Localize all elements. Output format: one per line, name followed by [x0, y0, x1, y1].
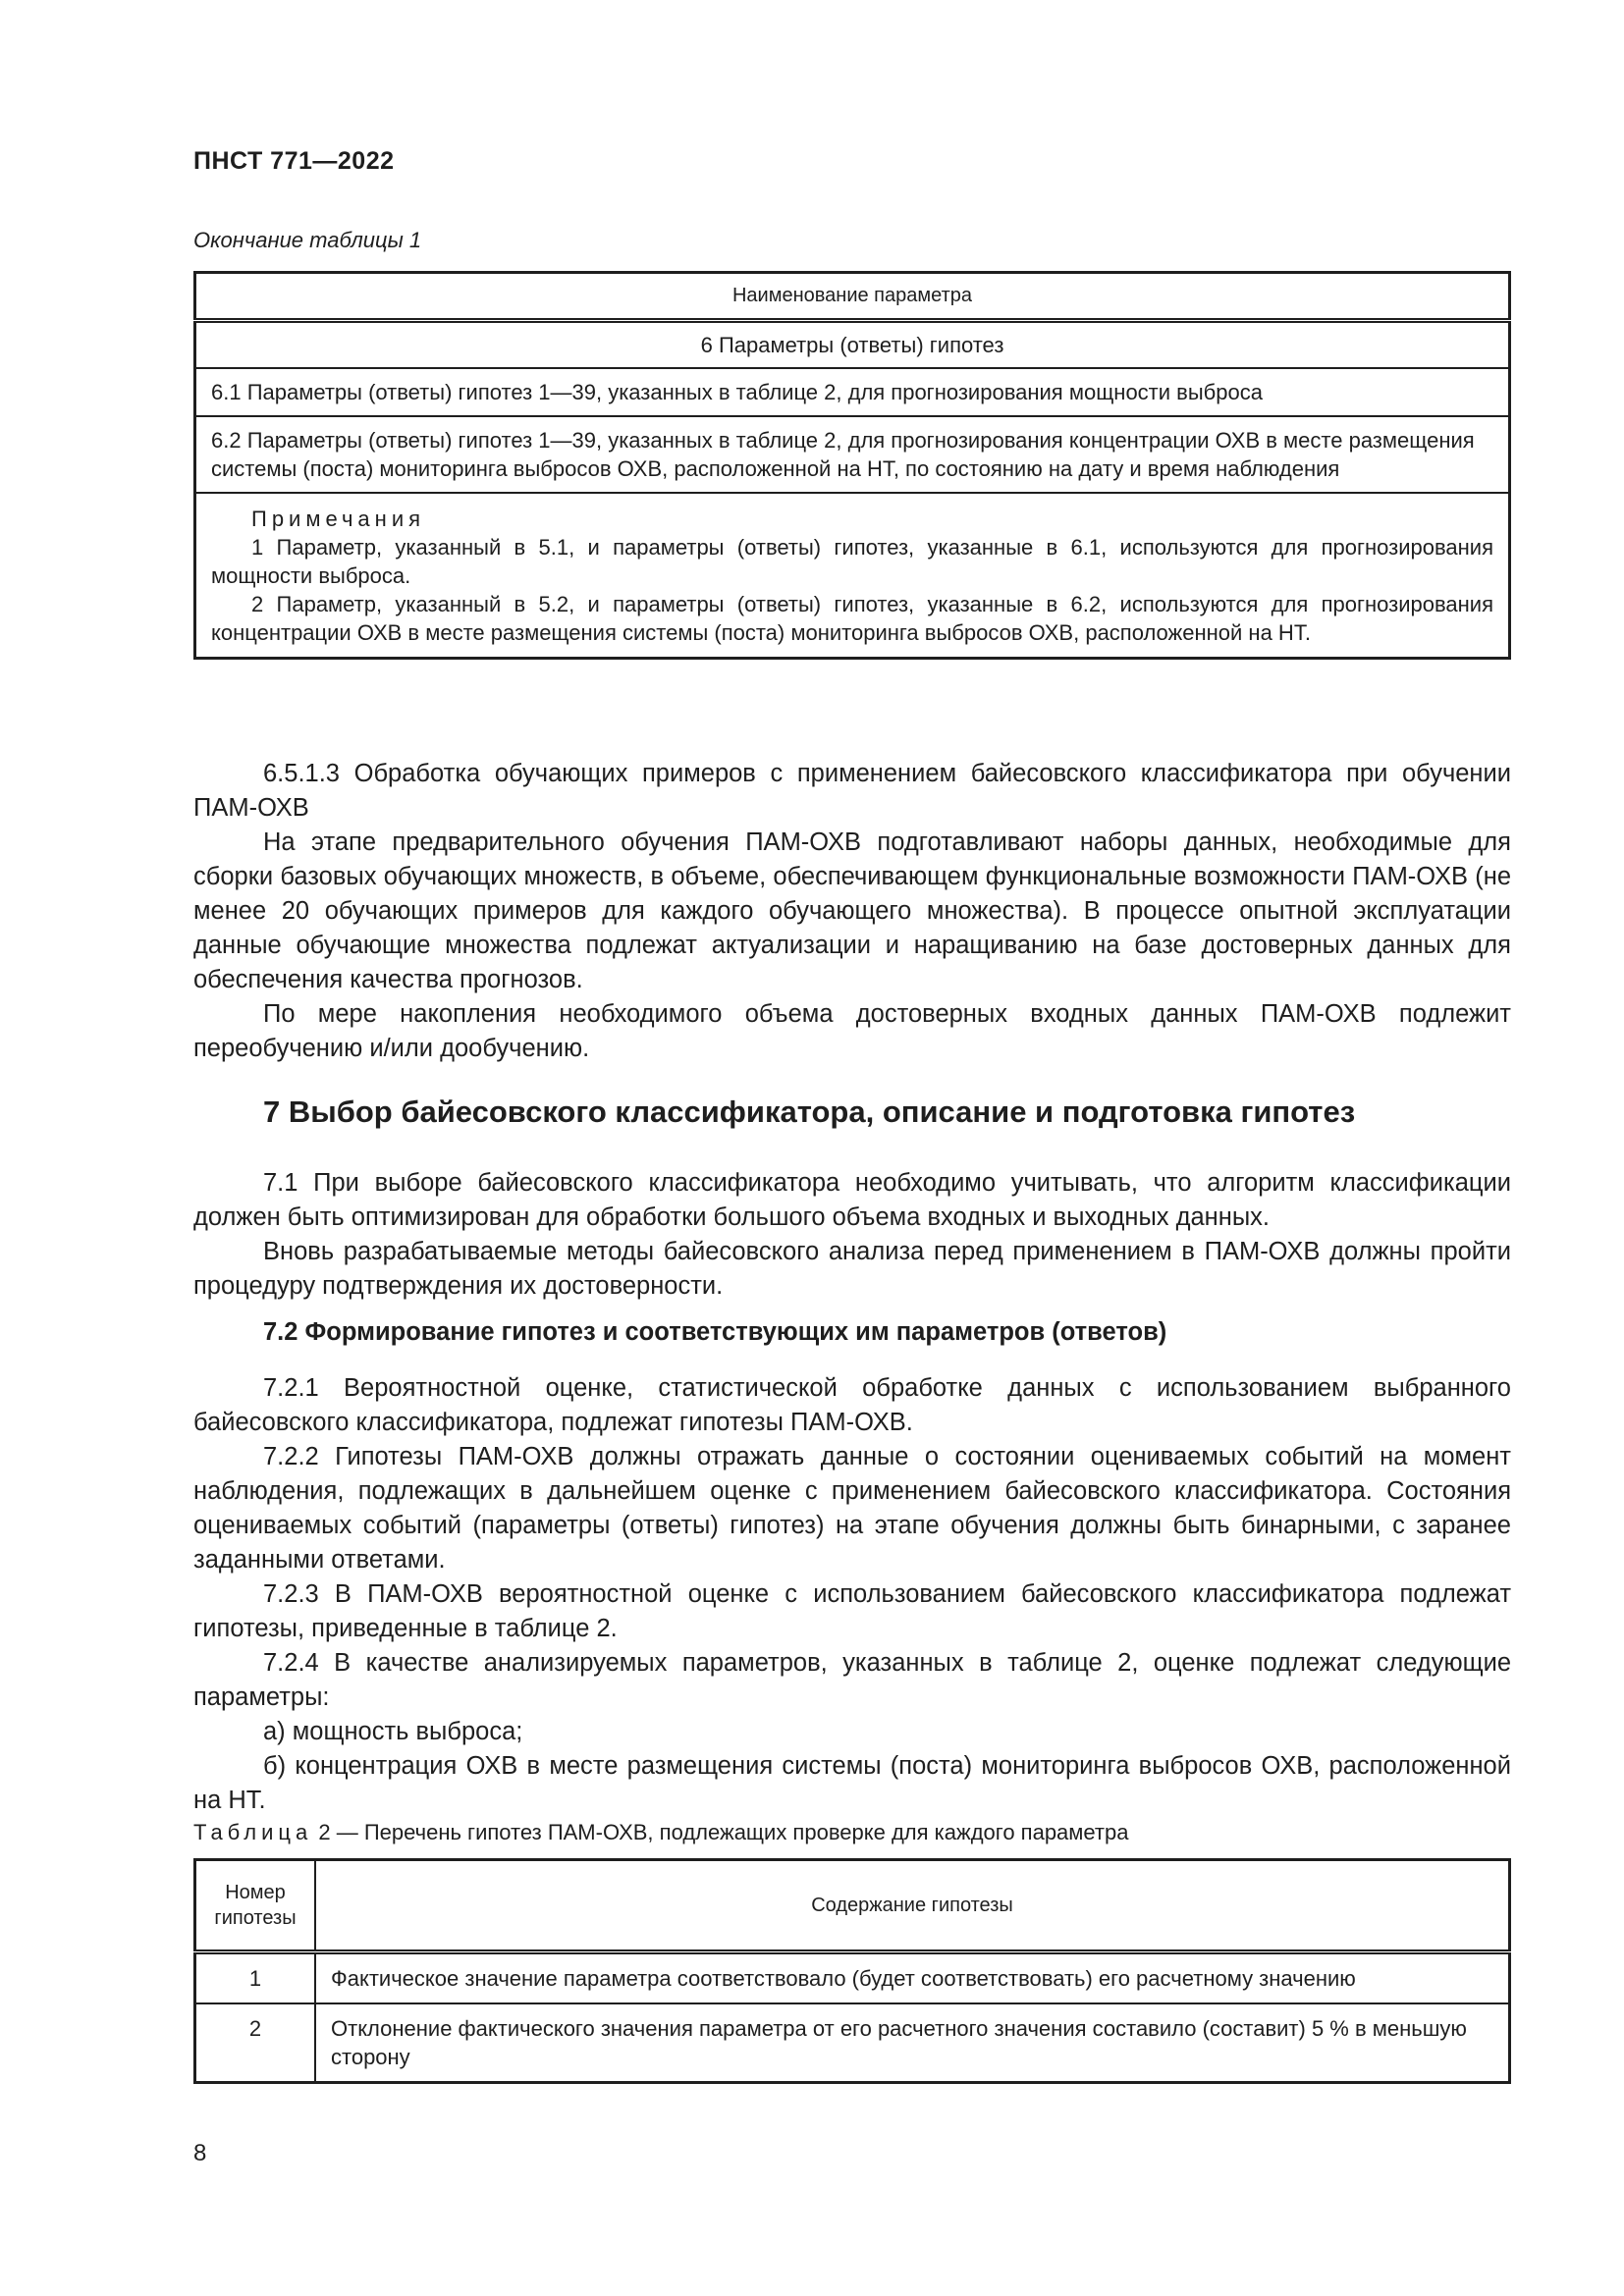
section-7-2-body: [193, 1371, 1511, 1818]
hypothesis-text: Фактическое значение параметра соответствовало (будет соответствовать) его расчетному значению: [315, 1952, 1510, 2004]
notes-title: Примечания: [251, 507, 426, 531]
section-7-2-heading: 7.2 Формирование гипотез и соответствующих им параметров (ответов): [263, 1318, 1167, 1346]
section-7-1: [193, 1166, 1511, 1304]
table2-caption: [193, 1820, 1128, 1845]
note-1: 1 Параметр, указанный в 5.1, и параметры (ответы) гипотез, указанные в 6.1, используются для прогнозирования мощности выброса.: [211, 535, 1493, 588]
list-item-b: б) концентрация ОХВ в месте размещения системы (поста) мониторинга выбросов ОХВ, расположенной на НТ.: [193, 1752, 1511, 1814]
table2-col-number: Номер гипотезы: [195, 1860, 316, 1952]
section-6-5-1-3: [193, 757, 1511, 1066]
table1: [193, 271, 1511, 660]
paragraph-retraining: По мере накопления необходимого объема достоверных входных данных ПАМ-ОХВ подлежит переобучению и/или дообучению.: [193, 1000, 1511, 1062]
paragraph-7-1-methods: Вновь разрабатываемые методы байесовского анализа перед применением в ПАМ-ОХВ должны пройти процедуру подтверждения их достоверности.: [193, 1238, 1511, 1300]
hypothesis-number: 1: [195, 1952, 316, 2004]
paragraph-pretraining: На этапе предварительного обучения ПАМ-ОХВ подготавливают наборы данных, необходимые для сборки базовых обучающих множеств, в объеме, обеспечивающем функциональные возможности ПАМ-ОХВ (не менее 20 обучающих примеров для каждого обучающего множества). В процессе опытной эксплуатации данные обучающие множества подлежат актуализации и наращиванию на базе достоверных данных для обеспечения качества прогнозов.: [193, 828, 1511, 993]
table1-row-6-2: 6.2 Параметры (ответы) гипотез 1—39, указанных в таблице 2, для прогнозирования концентрации ОХВ в месте размещения системы (поста) мониторинга выбросов ОХВ, расположенной на НТ, по состоянию на дату и время наблюдения: [195, 416, 1510, 493]
standard-code: ПНСТ 771—2022: [193, 147, 395, 175]
paragraph-7-2-2: 7.2.2 Гипотезы ПАМ-ОХВ должны отражать данные о состоянии оцениваемых событий на момент наблюдения, подлежащих в дальнейшем оценке с применением байесовского классификатора. Состояния оцениваемых событий (параметры (ответы) гипотез) на этапе обучения должны быть бинарными, с заранее заданными ответами.: [193, 1443, 1511, 1574]
list-item-a: а) мощность выброса;: [263, 1718, 523, 1745]
paragraph-7-2-4: 7.2.4 В качестве анализируемых параметров, указанных в таблице 2, оценке подлежат следующие параметры:: [193, 1649, 1511, 1711]
paragraph-7-1: 7.1 При выборе байесовского классификатора необходимо учитывать, что алгоритм классификации должен быть оптимизирован для обработки большого объема входных и выходных данных.: [193, 1169, 1511, 1231]
table-row: [195, 1952, 1510, 2004]
table2-col-content: Содержание гипотезы: [315, 1860, 1510, 1952]
hypothesis-text: Отклонение фактического значения параметра от его расчетного значения составило (составит) 5 % в меньшую сторону: [315, 2003, 1510, 2083]
page-number: 8: [193, 2140, 207, 2166]
paragraph-7-2-3: 7.2.3 В ПАМ-ОХВ вероятностной оценке с использованием байесовского классификатора подлежат гипотезы, приведенные в таблице 2.: [193, 1580, 1511, 1642]
note-2: 2 Параметр, указанный в 5.2, и параметры (ответы) гипотез, указанные в 6.2, используются для прогнозирования концентрации ОХВ в месте размещения системы (поста) мониторинга выбросов ОХВ, расположенной на НТ.: [211, 592, 1493, 645]
table2-caption-text: 2 — Перечень гипотез ПАМ-ОХВ, подлежащих проверке для каждого параметра: [318, 1820, 1129, 1844]
table1-row-6-1: 6.1 Параметры (ответы) гипотез 1—39, указанных в таблице 2, для прогнозирования мощности выброса: [195, 368, 1510, 416]
paragraph-7-2-1: 7.2.1 Вероятностной оценке, статистической обработке данных с использованием выбранного байесовского классификатора, подлежат гипотезы ПАМ-ОХВ.: [193, 1374, 1511, 1436]
table1-continuation-caption: Окончание таблицы 1: [193, 228, 422, 252]
table1-section-title: 6 Параметры (ответы) гипотез: [195, 321, 1510, 369]
table-row: [195, 2003, 1510, 2083]
paragraph-6-5-1-3: 6.5.1.3 Обработка обучающих примеров с применением байесовского классификатора при обучении ПАМ-ОХВ: [193, 760, 1511, 822]
table1-notes: [195, 493, 1510, 659]
section-7-heading: 7 Выбор байесовского классификатора, описание и подготовка гипотез: [263, 1095, 1356, 1129]
table2-caption-label: Таблица: [193, 1820, 313, 1844]
hypothesis-number: 2: [195, 2003, 316, 2083]
table2: [193, 1858, 1511, 2084]
table1-column-header: Наименование параметра: [195, 273, 1510, 321]
